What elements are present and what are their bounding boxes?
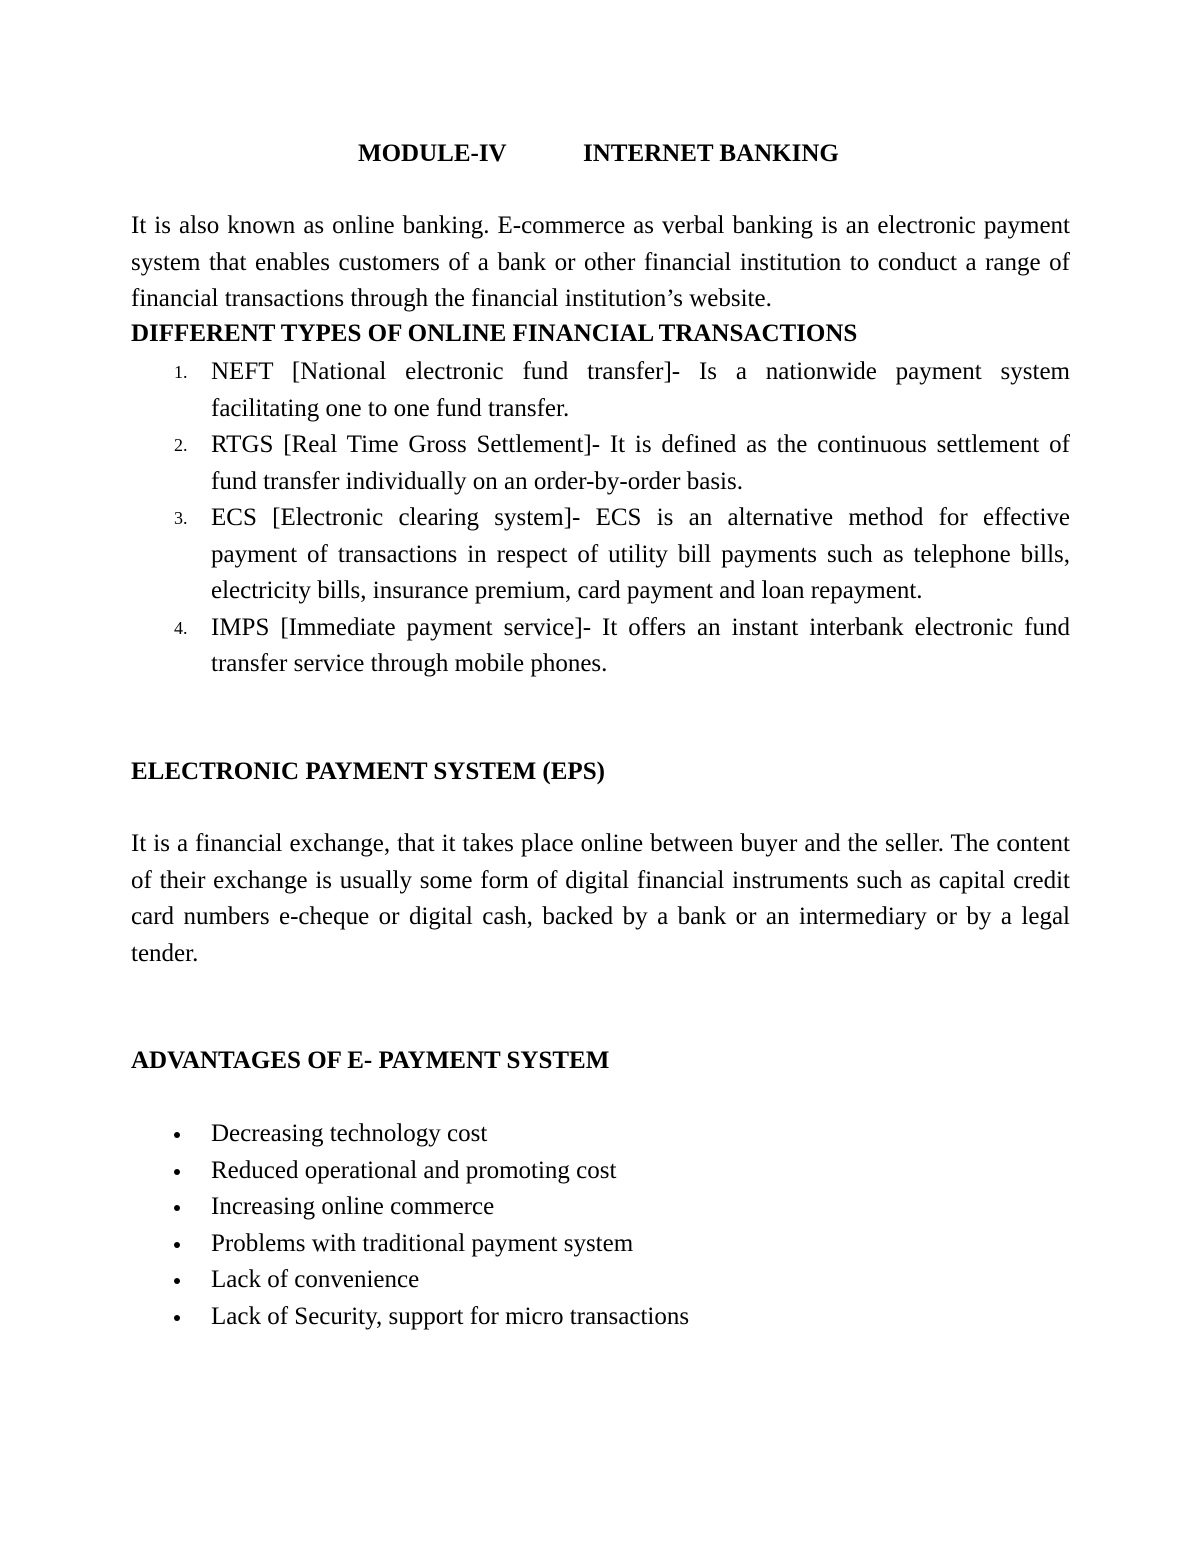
list-item-text: IMPS [Immediate payment service]- It offers an instant interbank electronic fund transfer service through mobile phones.	[211, 613, 1070, 677]
list-number: 4.	[174, 617, 188, 638]
subject-label: INTERNET BANKING	[583, 140, 839, 167]
list-item-text: Problems with traditional payment system	[211, 1229, 634, 1257]
bullet-icon	[174, 1132, 180, 1138]
list-item	[131, 1262, 1070, 1299]
list-number: 1.	[174, 362, 188, 382]
types-list	[131, 354, 1070, 683]
advantages-list	[131, 1116, 1070, 1335]
list-number: 3.	[174, 508, 188, 528]
list-item	[131, 610, 1070, 683]
list-item-text: Decreasing technology cost	[211, 1120, 488, 1147]
list-item-text: Increasing online commerce	[211, 1193, 495, 1220]
intro-paragraph: It is also known as online banking. E-commerce as verbal banking is an electronic payment system that enables customers of a bank or other financial institution to conduct a range of financial transactions through the financial institution’s website.	[131, 212, 1070, 312]
list-item	[131, 1226, 1070, 1263]
list-item-text: ECS [Electronic clearing system]- ECS is an alternative method for effective payment of transactions in respect of utility bill payments such as telephone bills, electricity bills, insurance premium, card payment and loan repayment.	[211, 504, 1070, 604]
types-heading: DIFFERENT TYPES OF ONLINE FINANCIAL TRANSACTIONS	[131, 320, 858, 347]
list-item	[131, 427, 1070, 500]
list-item-text: RTGS [Real Time Gross Settlement]- It is defined as the continuous settlement of fund transfer individually on an order-by-order basis.	[211, 431, 1070, 495]
bullet-icon	[174, 1169, 180, 1175]
list-item	[131, 1153, 1070, 1190]
list-item	[131, 500, 1070, 610]
list-item	[131, 1116, 1070, 1153]
list-item-text: Lack of convenience	[211, 1266, 420, 1293]
eps-paragraph: It is a financial exchange, that it takes place online between buyer and the seller. The content of their exchange is usually some form of digital financial instruments such as capital credit card numbers e-cheque or digital cash, backed by a bank or an intermediary or by a legal tender.	[131, 830, 1070, 967]
module-label: MODULE-IV	[358, 140, 507, 167]
advantages-heading: ADVANTAGES OF E- PAYMENT SYSTEM	[131, 1047, 610, 1074]
list-item	[131, 354, 1070, 427]
bullet-icon	[174, 1242, 180, 1248]
list-item-text: Reduced operational and promoting cost	[211, 1156, 617, 1184]
list-item-text: Lack of Security, support for micro transactions	[211, 1302, 690, 1330]
list-item	[131, 1189, 1070, 1226]
bullet-icon	[174, 1278, 180, 1284]
list-item-text: NEFT [National electronic fund transfer]- Is a nationwide payment system facilitating one to one fund transfer.	[211, 358, 1070, 422]
list-item	[131, 1299, 1070, 1336]
bullet-icon	[174, 1205, 180, 1211]
eps-heading: ELECTRONIC PAYMENT SYSTEM (EPS)	[131, 758, 605, 785]
bullet-icon	[174, 1315, 180, 1321]
list-number: 2.	[174, 435, 188, 455]
